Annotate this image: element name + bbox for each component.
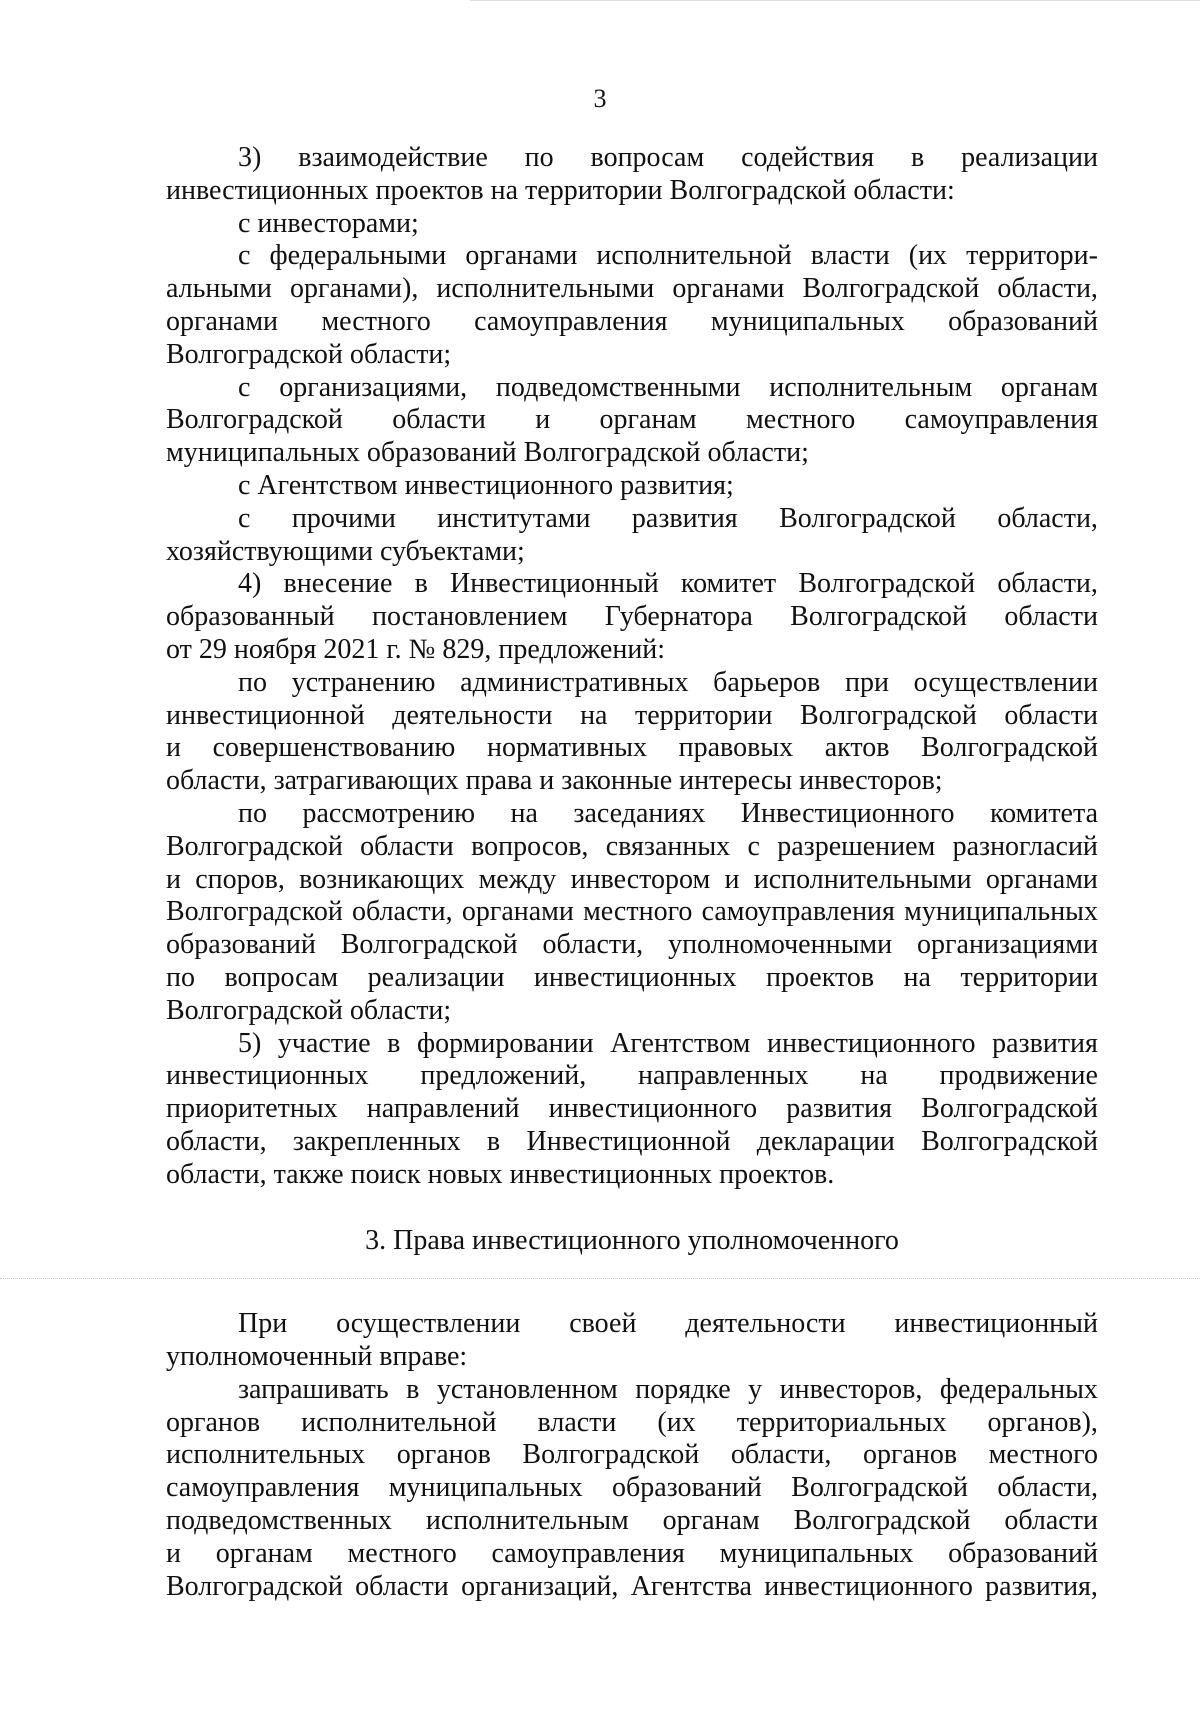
word: споров, [195,863,285,895]
word: Агентства [630,1570,752,1602]
word: Инвестиционной [526,1125,731,1157]
word: самоуправления [491,1537,685,1569]
word: власти [537,1406,617,1438]
text-line [166,1439,1098,1472]
text-line [166,1538,1098,1571]
word: Волгоградской [800,699,977,731]
word: образований [166,929,316,961]
word: органов [166,1406,261,1438]
word: в [387,1027,401,1059]
word: образованный [166,601,335,633]
text-line: инвестиционных проектов на территории Волгоградской области: [166,174,955,206]
text-line: с Агентством инвестиционного развития; [238,469,734,501]
word: предложений, [420,1060,587,1092]
word: с [238,371,251,403]
word: образований [948,1537,1098,1569]
word: Волгоградской [798,568,976,600]
word: органами [985,863,1098,895]
word: инвестиционного [548,1093,758,1125]
word: развития [631,502,738,534]
text-line: Волгоградской области; [166,994,452,1026]
word: Волгоградской [340,929,518,961]
text-line [166,1093,1098,1126]
word: и [166,863,181,895]
word: (их [908,240,948,272]
word: местного [347,1537,457,1569]
word: области [392,404,486,436]
text-line [166,601,1098,634]
word: исполнительной [301,1406,497,1438]
word: местного [745,404,856,436]
text-line [166,273,1098,306]
word: Волгоградской [921,732,1098,764]
text-line: уполномоченный вправе: [166,1341,468,1373]
word: и [724,863,740,895]
document-body [166,142,1098,1603]
word: инвестиционной [166,699,365,731]
word: декларации [756,1125,895,1157]
word: области, [997,1472,1098,1504]
text-line: муниципальных образований Волгоградской области; [166,437,809,469]
word: Инвестиционного [740,797,955,829]
word: рассмотрению [302,797,475,829]
word: у [748,1373,763,1405]
word: инвестиционный [894,1308,1098,1340]
text-line [166,1126,1098,1159]
word: с [238,240,251,272]
word: продвижение [939,1060,1098,1092]
word: области, [997,273,1098,305]
word: инвестиционных [166,1060,369,1092]
word: Волгоградской [166,830,343,862]
word: заседаниях [573,797,706,829]
word: области, [997,502,1098,534]
word: при [844,666,889,698]
word: с [747,830,760,862]
word: области, [997,568,1098,600]
text-line [166,667,1098,700]
word: органами [166,305,279,337]
word: Волгоградской [921,1093,1098,1125]
word: Губернатора [604,601,753,633]
word: подведомственных [166,1505,392,1537]
word: области, [166,1125,267,1157]
word: исполнительной [596,240,792,272]
word: самоуправления [474,305,668,337]
word: органам [1000,371,1098,403]
word: совершенствованию [212,732,456,764]
scan-edge-line [470,0,1200,1]
word: по [524,142,554,173]
text-line [166,142,1098,175]
word: Агентством [610,1027,751,1059]
word: проектов [765,961,875,993]
text-line [166,1060,1098,1093]
word: актов [824,732,890,764]
text-line [166,798,1098,831]
word: инвестором [570,863,711,895]
word: органам [662,1505,760,1537]
word: области [360,830,454,862]
word: вопросов, [471,830,589,862]
word: 3) [238,142,262,173]
word: муниципальных [719,1537,914,1569]
word: возникающих [299,863,465,895]
word: Волгоградской [921,1125,1098,1157]
word: и [166,1537,181,1569]
word: области, [730,1439,832,1471]
word: органов [396,1439,491,1471]
text-line [166,306,1098,339]
word: направлений [366,1093,520,1125]
word: образований [948,305,1098,337]
word: исполнительным [425,1505,629,1537]
word: направленных [638,1060,809,1092]
word: Волгоградской [790,601,967,633]
scan-fold-line [0,1278,1200,1279]
word: административных [460,666,689,698]
word: осуществлении [336,1308,521,1340]
word: исполнительным [769,371,973,403]
word: инвестиционного [767,1027,976,1059]
section-3-body [166,1308,1098,1603]
text-line [166,962,1098,995]
word: органов), [987,1406,1098,1438]
text-line [166,1571,1098,1604]
word: установленном [436,1373,618,1405]
text-line [166,831,1098,864]
word: исполнительных [166,1439,366,1471]
word: по [238,666,267,698]
word: федеральных [939,1373,1098,1405]
word: разногласий [952,830,1098,862]
word: взаимодействие [298,142,488,173]
word: муниципальных [388,1472,583,1504]
text-line: хозяйствующими субъектами; [166,535,525,567]
word: деятельности [685,1308,846,1340]
word: в [486,1125,501,1157]
text-line [166,864,1098,897]
word: органов [862,1439,958,1471]
word: самоуправления [904,404,1098,436]
word: реализации [961,142,1098,173]
text-line [166,896,1098,929]
word: прочими [291,502,396,534]
word: вопросам [224,961,339,993]
text-line: области, также поиск новых инвестиционных проектов. [166,1158,835,1190]
word: образований [611,1472,762,1504]
word: и [166,732,181,764]
word: самоуправления [701,896,895,928]
word: Волгоградской [779,502,956,534]
word: области [1004,699,1098,731]
word: органами [465,240,578,272]
word: территори- [966,240,1098,272]
text-line [166,503,1098,536]
word: самоуправления [166,1472,360,1504]
word: формировании [416,1027,594,1059]
word: 4) [238,568,262,600]
text-line: от 29 ноября 2021 г. № 829, предложений: [166,633,666,665]
word: уполномоченными [668,929,893,961]
word: связанных [605,830,731,862]
word: области [1004,601,1098,633]
word: между [478,863,557,895]
word: муниципальных [710,305,905,337]
text-line [166,929,1098,962]
word: нормативных [486,732,648,764]
word: организаций, [461,1570,619,1602]
word: устранению [291,666,436,698]
text-line [166,404,1098,437]
text-line: области, затрагивающих права и законные интересы инвесторов; [166,765,943,797]
word: внесение [283,568,393,600]
word: органам [215,1537,313,1569]
word: альными [166,273,272,305]
word: развития [992,1027,1098,1059]
text-line [166,568,1098,601]
word: деятельности [392,699,553,731]
word: территории [960,961,1098,993]
word: организациями [917,929,1098,961]
word: и [535,404,551,436]
section-heading: 3. Права инвестиционного уполномоченного [365,1224,899,1256]
word: комитета [989,797,1098,829]
word: местного [583,896,693,928]
word: институтами [437,502,591,534]
word: закрепленных [292,1125,461,1157]
word: Волгоградской [522,1439,700,1471]
word: в [406,1373,420,1405]
word: содействия [741,142,875,173]
word: инвесторов, [779,1373,923,1405]
word: органам [599,404,697,436]
word: запрашивать [238,1373,389,1405]
text-line [166,1308,1098,1341]
word: развития [786,1093,893,1125]
word: инвестиционных [533,961,737,993]
word: развития, [985,1570,1098,1602]
word: территориальных [736,1406,947,1438]
word: с [238,502,251,534]
word: организациями, [279,371,468,403]
word: в [414,568,428,600]
text-line: с инвесторами; [238,207,419,239]
word: исполнительными [436,273,655,305]
word: области, [352,896,453,928]
word: на [580,699,608,731]
word: постановлением [371,601,568,633]
word: Волгоградской [802,273,980,305]
word: комитет [680,568,777,600]
word: области [355,1570,449,1602]
word: органами [461,896,574,928]
text-line [166,700,1098,733]
word: территории [635,699,773,731]
word: по [166,961,195,993]
text-line [166,1505,1098,1538]
word: на [903,961,931,993]
word: по [238,797,267,829]
word: власти [810,240,890,272]
word: на [860,1060,888,1092]
word: порядке [635,1373,731,1405]
word: осуществлении [913,666,1098,698]
word: своей [569,1308,637,1340]
text-line [166,732,1098,765]
word: подведомственными [495,371,741,403]
word: участие [277,1027,371,1059]
text-line: Волгоградской области; [166,338,452,370]
word: органами), [289,273,419,305]
word: местного [321,305,431,337]
word: Волгоградской [166,1570,343,1602]
word: Волгоградской [791,1472,968,1504]
word: барьеров [713,666,821,698]
word: реализации [367,961,505,993]
text-line [166,240,1098,273]
word: 5) [238,1027,262,1059]
word: вопросам [590,142,705,173]
word: области [1004,1505,1098,1537]
text-line [166,1407,1098,1440]
word: Волгоградской [793,1505,971,1537]
word: правовых [678,732,794,764]
word: разрешением [777,830,936,862]
word: приоритетных [166,1093,338,1125]
section-2-continued [166,142,1098,1192]
text-line [166,1028,1098,1061]
page-number: 3 [593,84,607,113]
text-line [166,372,1098,405]
word: органами [672,273,785,305]
word: Волгоградской [166,896,343,928]
word: Инвестиционный [449,568,659,600]
word: Волгоградской [166,404,343,436]
word: исполнительными [753,863,972,895]
text-line [166,1374,1098,1407]
word: федеральными [269,240,447,272]
word: муниципальных [904,896,1098,928]
word: на [510,797,538,829]
text-line [166,1472,1098,1505]
word: (их [657,1406,696,1438]
word: местного [988,1439,1098,1471]
word: инвестиционного [764,1570,973,1602]
word: в [911,142,925,173]
word: области, [542,929,644,961]
word: При [238,1308,288,1340]
